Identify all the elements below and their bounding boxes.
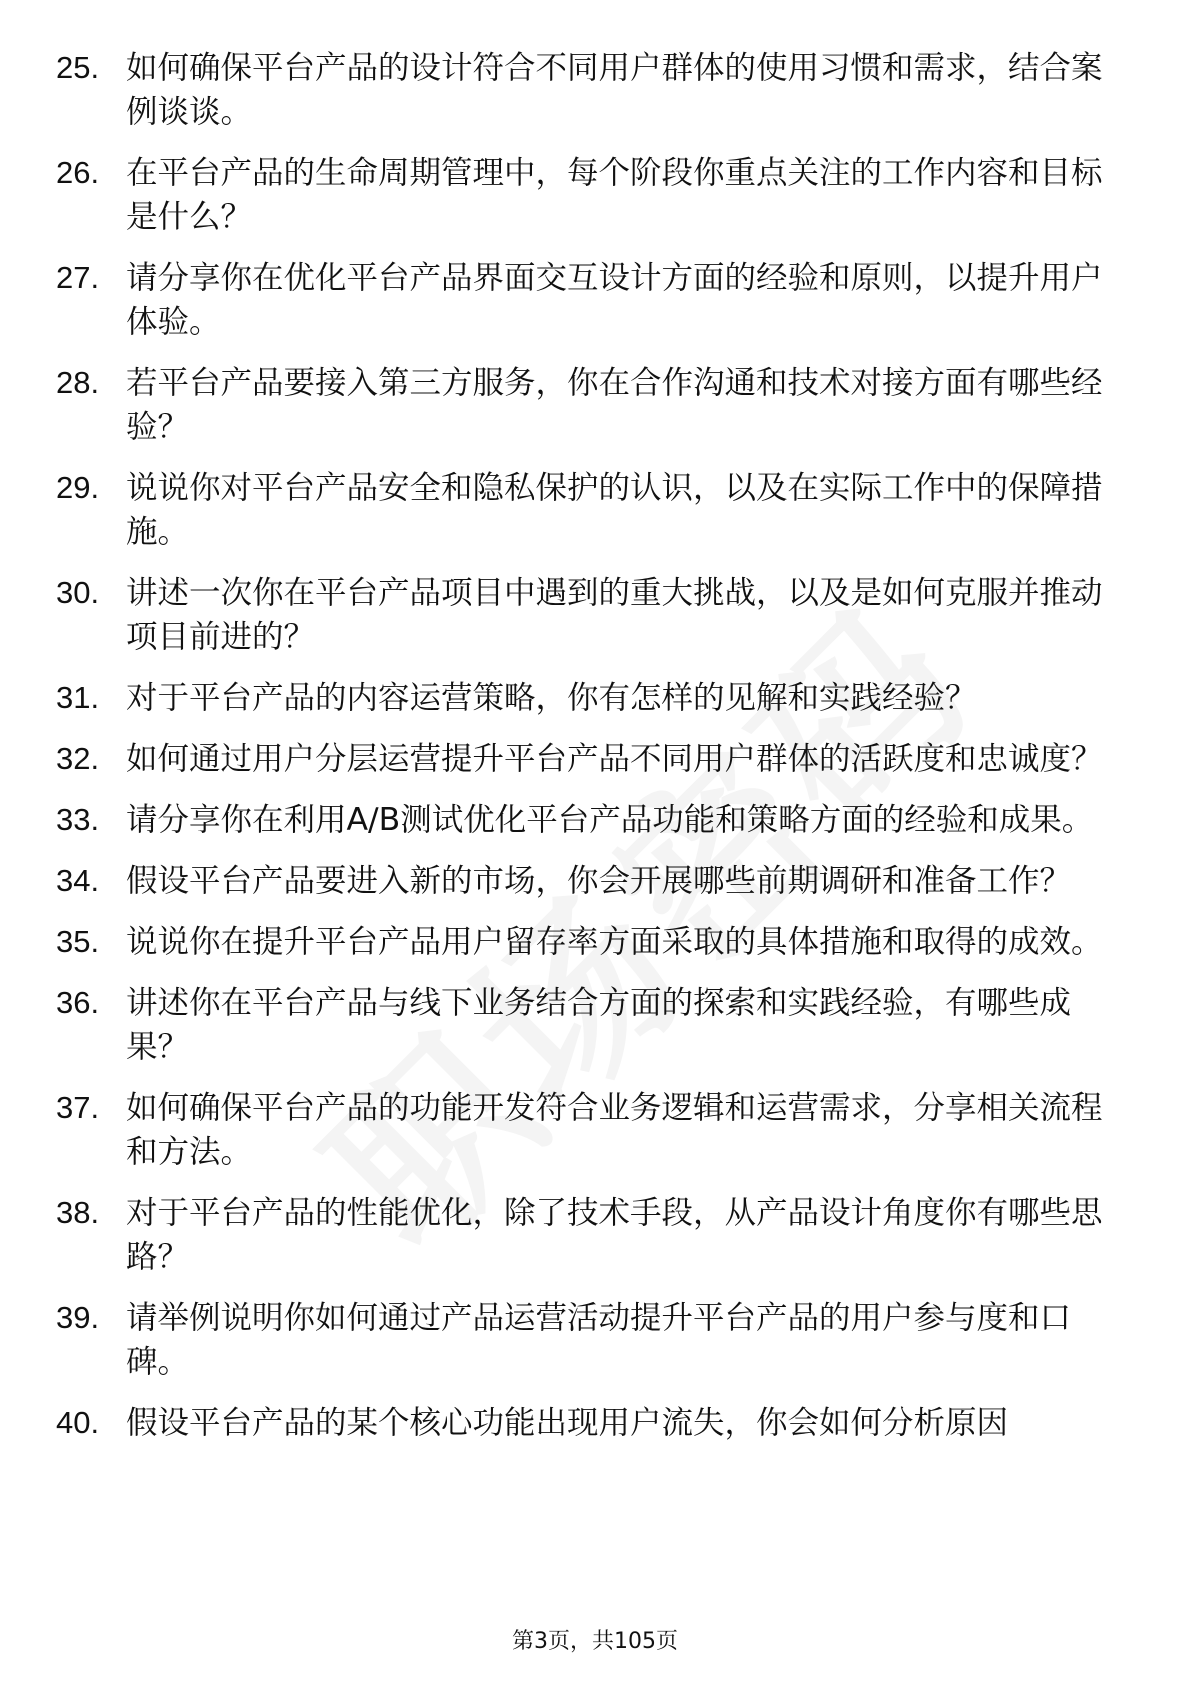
question-item [0, 737, 1190, 781]
question-number: 38. [56, 1195, 100, 1230]
question-number: 33. [56, 802, 100, 837]
question-number: 37. [56, 1090, 100, 1125]
question-item [0, 571, 1190, 659]
question-item [0, 1086, 1190, 1174]
question-text: 如何通过用户分层运营提升平台产品不同用户群体的活跃度和忠诚度？ [126, 741, 1103, 777]
question-item [0, 798, 1190, 842]
question-number: 25. [56, 50, 100, 85]
question-item [0, 920, 1190, 964]
page-footer: 第3页，共105页 [512, 1629, 678, 1654]
question-text: 请分享你在利用A/B测试优化平台产品功能和策略方面的经验和成果。 [126, 802, 1094, 838]
question-list [0, 46, 1190, 1462]
question-text: 对于平台产品的性能优化，除了技术手段，从产品设计角度你有哪些思路？ [126, 1195, 1103, 1275]
question-item [0, 859, 1190, 903]
question-text: 若平台产品要接入第三方服务，你在合作沟通和技术对接方面有哪些经验？ [126, 365, 1103, 445]
question-number: 27. [56, 260, 100, 295]
question-text: 请分享你在优化平台产品界面交互设计方面的经验和原则，以提升用户体验。 [126, 260, 1103, 340]
question-number: 36. [56, 985, 100, 1020]
question-text: 如何确保平台产品的功能开发符合业务逻辑和运营需求，分享相关流程和方法。 [126, 1090, 1103, 1170]
question-text: 说说你对平台产品安全和隐私保护的认识，以及在实际工作中的保障措施。 [126, 470, 1103, 550]
question-text: 说说你在提升平台产品用户留存率方面采取的具体措施和取得的成效。 [126, 924, 1103, 960]
question-item [0, 1401, 1190, 1445]
question-number: 29. [56, 470, 100, 505]
question-text: 讲述你在平台产品与线下业务结合方面的探索和实践经验，有哪些成果？ [126, 985, 1072, 1065]
question-item [0, 151, 1190, 239]
question-item [0, 466, 1190, 554]
question-number: 28. [56, 365, 100, 400]
question-number: 32. [56, 741, 100, 776]
question-text: 假设平台产品的某个核心功能出现用户流失，你会如何分析原因 [126, 1405, 1009, 1441]
question-number: 30. [56, 575, 100, 610]
question-text: 对于平台产品的内容运营策略，你有怎样的见解和实践经验？ [126, 680, 977, 716]
question-number: 40. [56, 1405, 100, 1440]
question-item [0, 46, 1190, 134]
question-text: 讲述一次你在平台产品项目中遇到的重大挑战，以及是如何克服并推动项目前进的？ [126, 575, 1103, 655]
question-text: 请举例说明你如何通过产品运营活动提升平台产品的用户参与度和口碑。 [126, 1300, 1072, 1380]
question-item [0, 676, 1190, 720]
question-text: 在平台产品的生命周期管理中，每个阶段你重点关注的工作内容和目标是什么？ [126, 155, 1103, 235]
question-number: 39. [56, 1300, 100, 1335]
question-item [0, 361, 1190, 449]
question-item [0, 256, 1190, 344]
question-item [0, 1191, 1190, 1279]
question-text: 假设平台产品要进入新的市场，你会开展哪些前期调研和准备工作？ [126, 863, 1072, 899]
question-item [0, 981, 1190, 1069]
question-number: 31. [56, 680, 100, 715]
question-item [0, 1296, 1190, 1384]
question-number: 35. [56, 924, 100, 959]
question-text: 如何确保平台产品的设计符合不同用户群体的使用习惯和需求，结合案例谈谈。 [126, 50, 1103, 130]
question-number: 34. [56, 863, 100, 898]
question-number: 26. [56, 155, 100, 190]
